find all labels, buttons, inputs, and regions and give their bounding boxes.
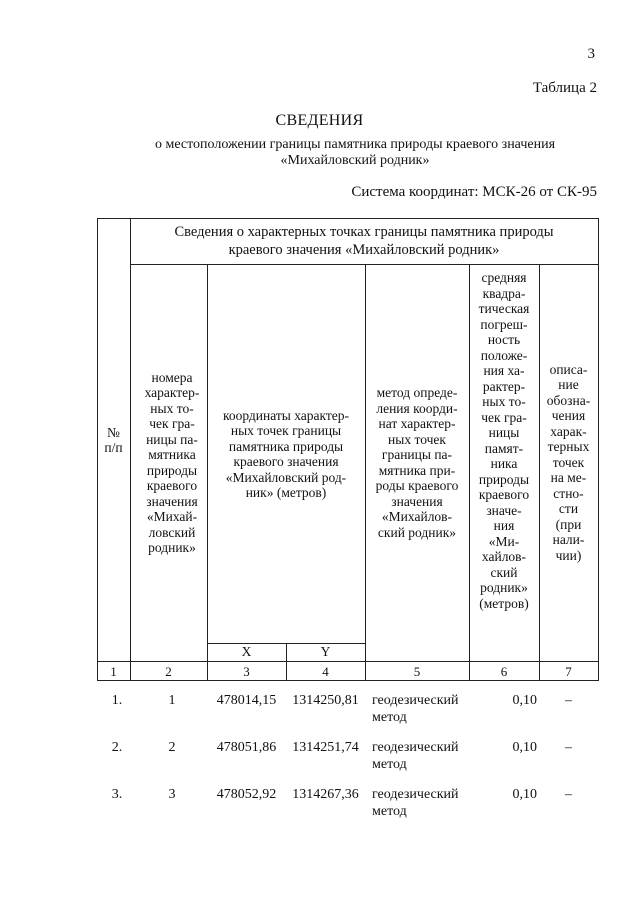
header-line: ления коорди-: [376, 400, 458, 416]
col-index-3: 3: [243, 664, 250, 679]
header-line: (метров): [479, 595, 529, 611]
document-subtitle: [120, 137, 590, 169]
header-line: значения: [391, 493, 443, 509]
header-line: нат характер-: [378, 416, 456, 431]
row-number: 1.: [111, 693, 123, 708]
row-y: 1314267,36: [292, 787, 359, 802]
row-y: 1314250,81: [292, 693, 359, 708]
header-main-line-2: краевого значения «Михайловский родник»: [228, 242, 500, 258]
row-accuracy: 0,10: [512, 787, 537, 802]
header-line: мятника: [148, 447, 196, 462]
header-line: ность: [487, 332, 521, 347]
header-line: значения: [146, 493, 198, 509]
header-line: ский: [490, 564, 518, 580]
header-line: нали-: [552, 532, 585, 548]
row-point: 1: [168, 693, 176, 708]
header-line: «Михай-: [146, 509, 198, 524]
row-y: 1314251,74: [292, 740, 359, 755]
header-line: чения: [551, 408, 586, 424]
header-line: №: [107, 424, 120, 440]
subtitle-line-1: о местоположении границы памятника природы краевого значения: [154, 137, 556, 152]
row-accuracy: 0,10: [512, 693, 537, 708]
header-line: номера: [151, 369, 193, 385]
header-line: родник»: [148, 540, 196, 555]
row-number: 3.: [111, 787, 123, 802]
header-line: ние: [558, 377, 579, 393]
table-header-main: [130, 219, 598, 263]
col-index-7: 7: [565, 664, 572, 679]
table-label: Таблица 2: [532, 80, 597, 96]
header-line: «Михайлов-: [381, 509, 453, 524]
row-point: 2: [168, 740, 176, 755]
header-coordinates: [207, 265, 365, 643]
header-line: «Михайловский род-: [225, 469, 347, 485]
header-line: ния ха-: [483, 363, 525, 378]
header-points: [137, 265, 207, 660]
index-row-top: [97, 661, 599, 662]
header-line: ных то-: [482, 394, 526, 409]
row-method: геодезический метод: [372, 740, 459, 772]
header-line: значе-: [486, 502, 522, 518]
subtitle-line-2: «Михайловский родник»: [280, 153, 430, 168]
row-method: геодезический метод: [372, 693, 459, 725]
header-line: координаты характер-: [222, 407, 350, 423]
header-line: рактер-: [482, 378, 526, 394]
header-line: ных точек: [388, 431, 446, 447]
row-description: –: [565, 740, 572, 755]
header-line: хайлов-: [481, 549, 527, 564]
header-x: X: [241, 644, 252, 660]
row-x: 478052,92: [216, 787, 277, 802]
header-line: терных: [547, 439, 590, 455]
col-divider-1: [130, 218, 131, 681]
header-line: чек гра-: [149, 416, 195, 431]
header-line: стно-: [553, 485, 584, 501]
header-line: сти: [558, 501, 579, 517]
table-border-right: [598, 218, 599, 681]
header-line: средняя: [481, 270, 527, 285]
row-description: –: [565, 787, 572, 802]
header-line: чек гра-: [481, 409, 527, 425]
header-line: ский родник»: [377, 524, 457, 540]
row-number: 2.: [111, 740, 123, 755]
header-y: Y: [320, 644, 331, 660]
col-index-2: 2: [165, 664, 172, 679]
col-index-1: 1: [110, 664, 117, 679]
header-line: памятника природы: [228, 438, 344, 454]
header-description: [539, 265, 598, 660]
header-line: памят-: [484, 440, 524, 456]
document-title: СВЕДЕНИЯ: [275, 112, 364, 129]
index-row-bottom: [97, 680, 599, 681]
row-accuracy: 0,10: [512, 740, 537, 755]
header-line: природы: [478, 471, 530, 487]
header-method: [365, 265, 469, 660]
row-x: 478014,15: [216, 693, 277, 708]
header-line: положе-: [480, 347, 528, 363]
header-line: обозна-: [546, 392, 591, 408]
header-line: «Ми-: [488, 533, 520, 549]
header-line: ницы па-: [146, 431, 198, 447]
header-line: метод опреде-: [376, 385, 458, 400]
header-line: ник» (метров): [245, 485, 327, 500]
header-line: роды краевого: [375, 478, 459, 493]
header-line: ния: [493, 518, 515, 533]
header-line: чии): [555, 547, 582, 563]
header-line: ловский: [148, 524, 196, 540]
header-line: родник»: [480, 580, 528, 595]
header-line: точек: [552, 454, 585, 470]
header-line: харак-: [550, 423, 587, 439]
row-point: 3: [168, 787, 176, 802]
header-line: мятника при-: [378, 462, 456, 478]
header-line: краевого: [146, 478, 198, 493]
header-line: п/п: [104, 440, 123, 455]
header-main-line-1: Сведения о характерных точках границы памятника природы: [174, 224, 554, 240]
header-line: характер-: [144, 385, 200, 400]
header-line: описа-: [549, 361, 588, 377]
col-index-5: 5: [413, 664, 421, 679]
header-line: краевого: [478, 487, 530, 502]
header-accuracy: [469, 265, 539, 660]
header-line: ных то-: [150, 400, 194, 416]
header-line: (при: [555, 516, 582, 532]
header-line: тическая: [478, 301, 530, 316]
header-line: ницы: [488, 425, 520, 440]
col-index-6: 6: [500, 664, 508, 679]
header-line: квадра-: [482, 285, 526, 301]
header-line: границы па-: [381, 447, 453, 462]
row-description: –: [565, 693, 572, 708]
header-num: [97, 219, 130, 661]
header-line: ника: [490, 456, 518, 471]
header-line: на ме-: [550, 470, 587, 486]
coordinate-system: Система координат: МСК-26 от СК-95: [351, 184, 597, 200]
row-x: 478051,86: [216, 740, 277, 755]
header-line: краевого значения: [233, 454, 339, 469]
header-line: природы: [146, 462, 198, 478]
header-line: погреш-: [480, 316, 528, 332]
header-line: ных точек границы: [230, 423, 342, 438]
row-method: геодезический метод: [372, 787, 459, 819]
page-number: 3: [587, 46, 595, 62]
col-index-4: 4: [322, 664, 329, 679]
